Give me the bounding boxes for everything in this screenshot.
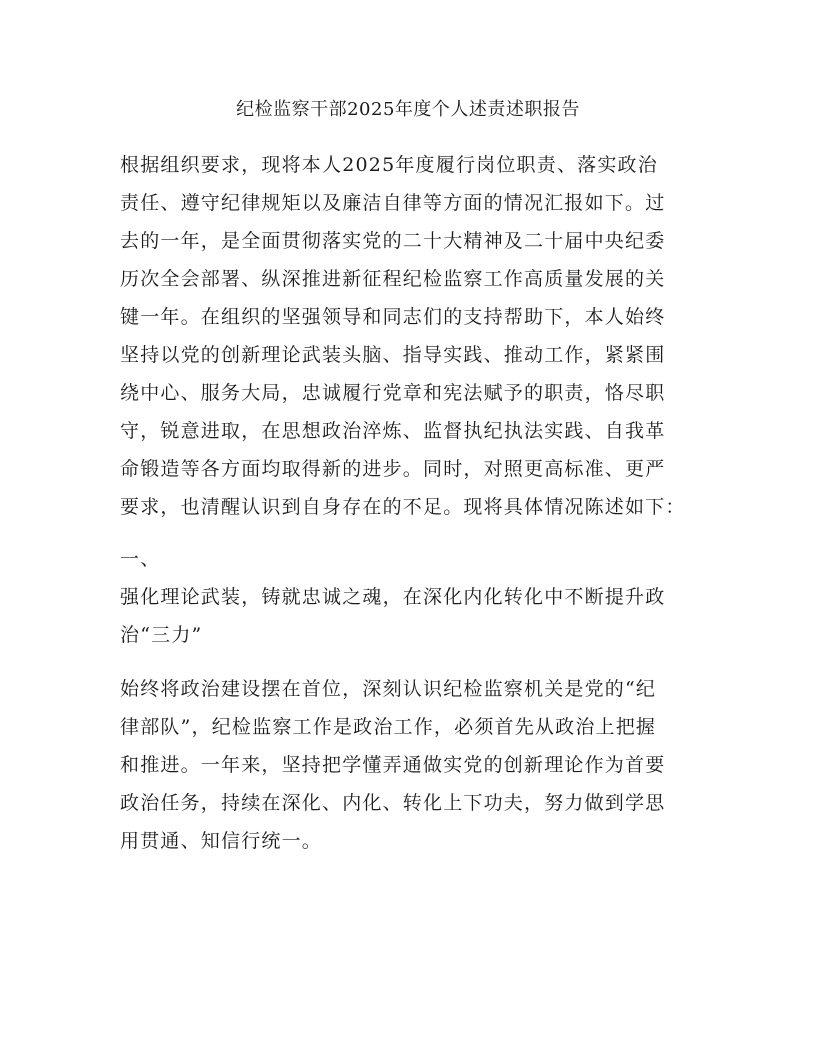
paragraph-spacer (120, 654, 720, 670)
body-line: 始终将政治建设摆在首位，深刻认识纪检监察机关是党的“纪 (120, 678, 657, 700)
intro-line: 要求，也清醒认识到自身存在的不足。现将具体情况陈述如下： (120, 496, 686, 518)
body-line: 政治任务，持续在深化、内化、转化上下功夫，努力做到学思 (120, 792, 666, 814)
section-number: 一、 (120, 548, 161, 570)
paragraph-spacer (120, 526, 720, 540)
intro-line: 坚持以党的创新理论武装头脑、指导实践、推动工作，紧紧围 (120, 344, 666, 366)
section-heading-line: 治“三力” (120, 624, 203, 646)
intro-line: 键一年。在组织的坚强领导和同志们的支持帮助下，本人始终 (120, 306, 666, 328)
intro-paragraph (120, 146, 720, 526)
intro-line: 责任、遵守纪律规矩以及廉洁自律等方面的情况汇报如下。过 (120, 192, 666, 214)
intro-line: 根据组织要求，现将本人2025年度履行岗位职责、落实政治 (120, 154, 658, 176)
body-line: 和推进。一年来，坚持把学懂弄通做实党的创新理论作为首要 (120, 754, 666, 776)
section-heading-line: 强化理论武装，铸就忠诚之魂，在深化内化转化中不断提升政 (120, 586, 666, 608)
intro-line: 守，锐意进取，在思想政治淬炼、监督执纪执法实践、自我革 (120, 420, 666, 442)
document-title: 纪检监察干部2025年度个人述责述职报告 (236, 99, 580, 120)
body-line: 律部队”，纪检监察工作是政治工作，必须首先从政治上把握 (120, 716, 657, 738)
intro-line: 去的一年，是全面贯彻落实党的二十大精神及二十届中央纪委 (120, 230, 666, 252)
body-line: 用贯通、知信行统一。 (120, 830, 323, 852)
document-body (120, 146, 720, 860)
section-heading (120, 578, 720, 654)
body-paragraph (120, 670, 720, 860)
intro-line: 历次全会部署、纵深推进新征程纪检监察工作高质量发展的关 (120, 268, 666, 290)
intro-line: 命锻造等各方面均取得新的进步。同时，对照更高标准、更严 (120, 458, 666, 480)
intro-line: 绕中心、服务大局，忠诚履行党章和宪法赋予的职责，恪尽职 (120, 382, 666, 404)
